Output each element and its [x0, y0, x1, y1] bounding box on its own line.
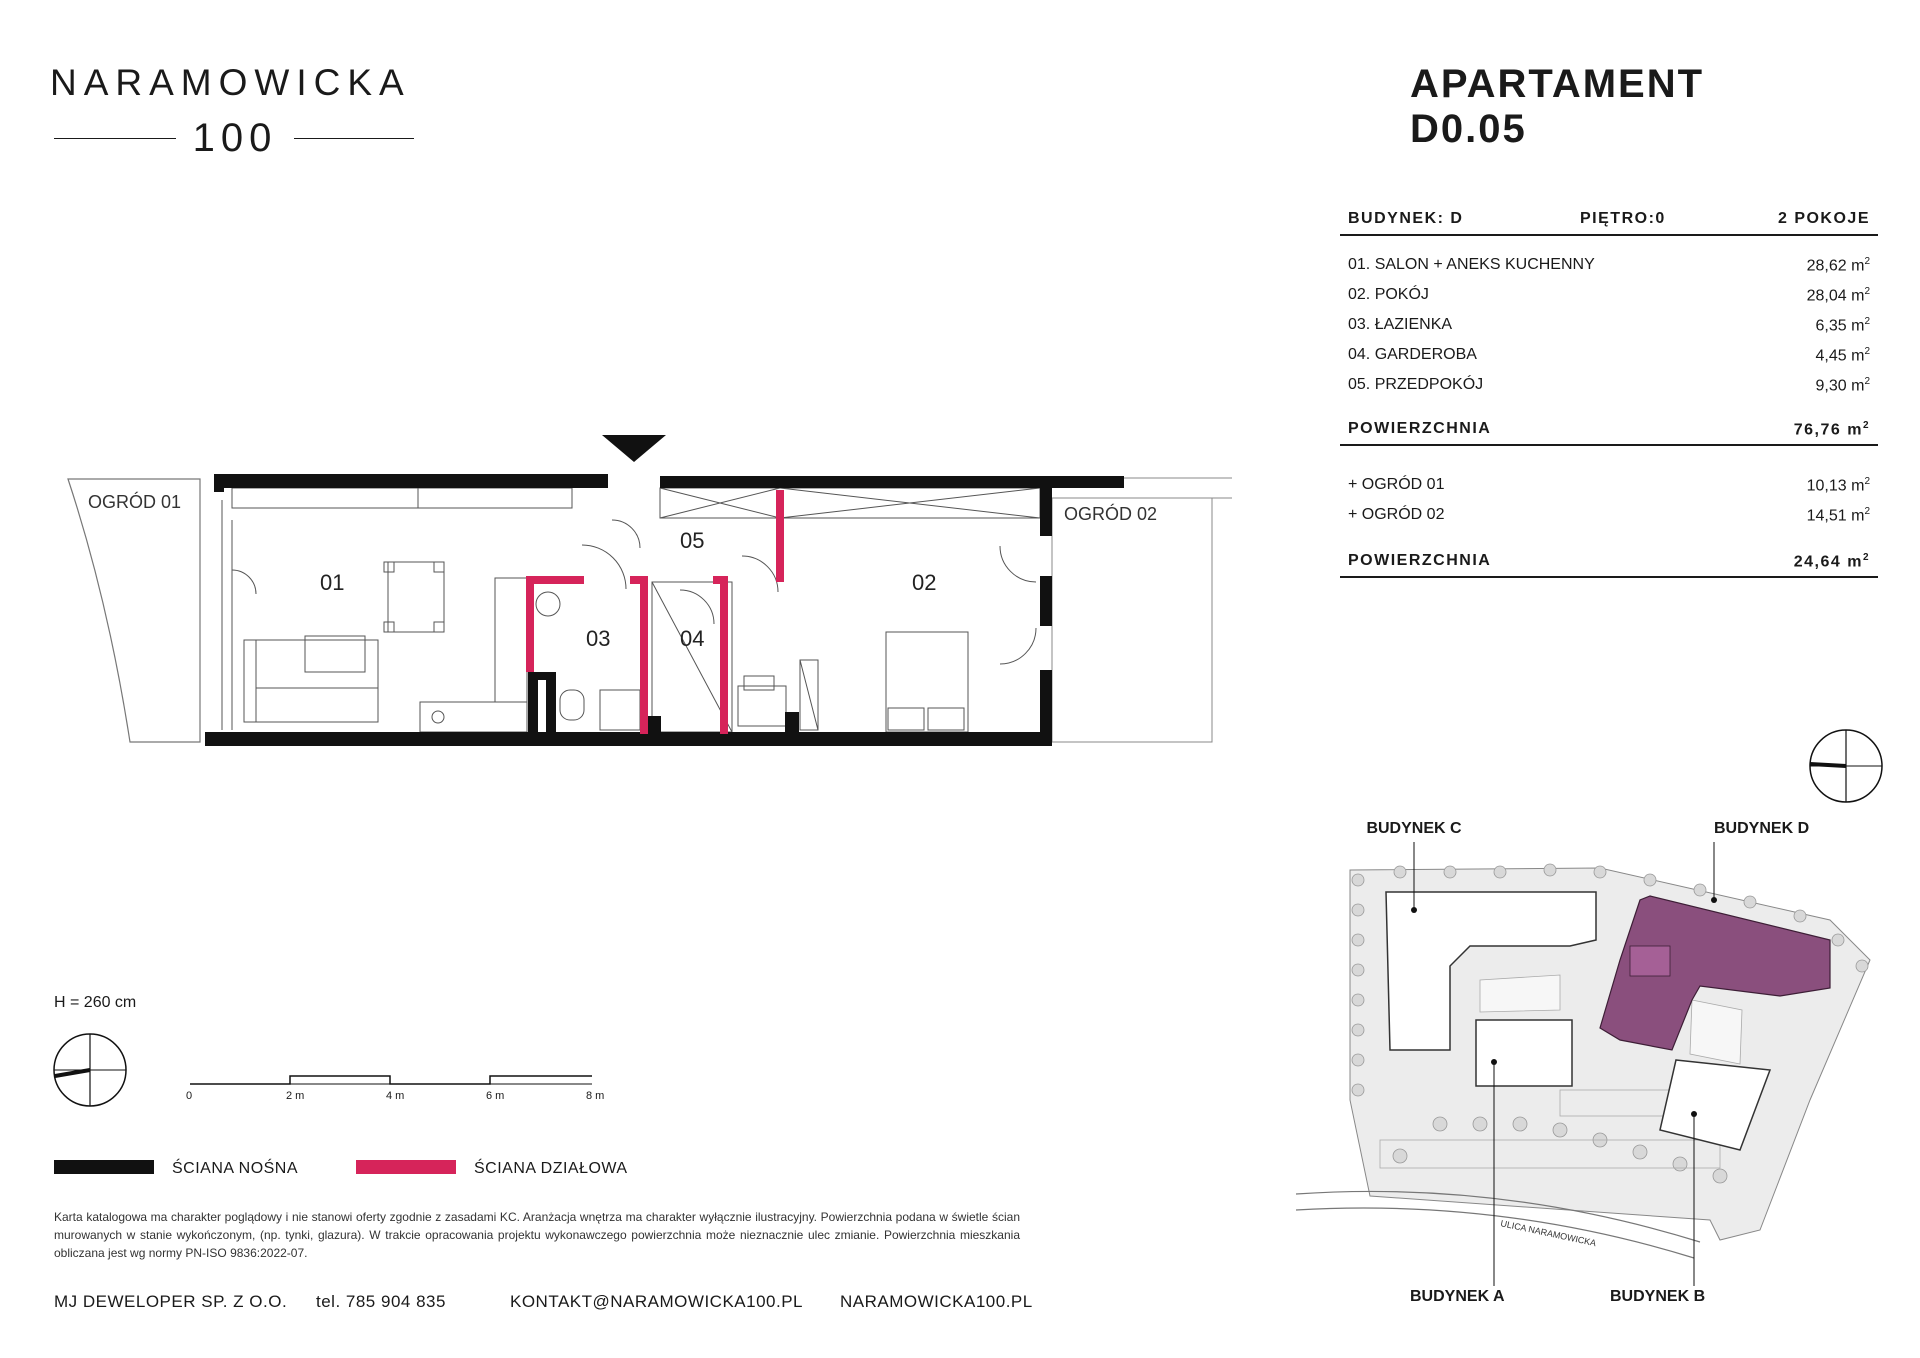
apartment-title: APARTAMENT D0.05 — [1410, 62, 1705, 151]
divider — [1340, 444, 1878, 446]
footer-email[interactable]: KONTAKT@NARAMOWICKA100.PL — [510, 1292, 803, 1311]
scale-label: 6 m — [486, 1090, 505, 1102]
sup: 2 — [1864, 316, 1870, 327]
garden-name: + OGRÓD 02 — [1348, 506, 1445, 523]
site-label-building-d: BUDYNEK D — [1714, 820, 1810, 837]
room-area: 6,35 m — [1815, 317, 1865, 335]
legend-partition-swatch — [356, 1160, 456, 1174]
room-name: 01. SALON + ANEKS KUCHENNY — [1348, 256, 1595, 273]
disclaimer: Karta katalogowa ma charakter poglądowy i nie stanowi oferty zgodnie z zasadami KC. Aranżacja wnętrza ma charakter wyłącznie ilustracyjny. Powierzchnia podana w świetle ścian murowanych w stanie wykończonym, (np. tynki, glazura). W trakcie opracowania projektu wykonawczego powierzchnia może nieznacznie ulec zmianie. Powierzchnia mieszkania obliczana jest wg normy PN-ISO 9836:2022-07. — [54, 1210, 1020, 1260]
legend-partition-label: ŚCIANA DZIAŁOWA — [474, 1160, 628, 1177]
scale-label: 8 m — [586, 1090, 605, 1102]
sup: 2 — [1862, 552, 1870, 563]
sup: 2 — [1862, 420, 1870, 431]
sup: 2 — [1864, 476, 1870, 487]
sup: 2 — [1864, 286, 1870, 297]
site-label-building-b: BUDYNEK B — [1610, 1288, 1706, 1305]
sup: 2 — [1864, 506, 1870, 517]
room-name: 05. PRZEDPOKÓJ — [1348, 376, 1484, 393]
site-plan — [1290, 810, 1890, 1310]
logo-name: NARAMOWICKA — [50, 62, 411, 103]
garden-name: + OGRÓD 01 — [1348, 476, 1445, 493]
footer-phone[interactable]: tel. 785 904 835 — [316, 1292, 446, 1311]
room-name: 03. ŁAZIENKA — [1348, 316, 1453, 333]
legend-load-bearing-swatch — [54, 1160, 154, 1174]
garden-01-label: OGRÓD 01 — [88, 492, 182, 512]
footer-website[interactable]: NARAMOWICKA100.PL — [840, 1292, 1033, 1311]
room-label-02: 02 — [912, 570, 937, 595]
scale-label: 4 m — [386, 1090, 405, 1102]
logo-rule-right — [294, 138, 414, 139]
floor-label: PIĘTRO:0 — [1580, 210, 1666, 227]
site-label-building-a: BUDYNEK A — [1410, 1288, 1505, 1305]
room-area: 28,62 m — [1806, 257, 1865, 275]
total-label: POWIERZCHNIA — [1348, 420, 1492, 437]
room-name: 04. GARDEROBA — [1348, 346, 1477, 363]
room-area: 28,04 m — [1806, 287, 1865, 305]
scale-label: 0 — [186, 1090, 193, 1102]
garden-total-label: POWIERZCHNIA — [1348, 552, 1492, 569]
floor-plan — [0, 420, 1340, 780]
garden-01-outline — [68, 479, 200, 742]
scale-bar — [180, 1064, 620, 1114]
total-area: 76,76 m — [1793, 421, 1863, 439]
garden-02-label: OGRÓD 02 — [1064, 504, 1158, 524]
rooms-label: 2 POKOJE — [1777, 210, 1870, 227]
room-label-03: 03 — [586, 626, 611, 651]
garden-area: 14,51 m — [1806, 507, 1865, 525]
site-label-building-c: BUDYNEK C — [1366, 820, 1462, 837]
entrance-arrow-icon — [602, 435, 666, 462]
scale-label: 2 m — [286, 1090, 305, 1102]
sup: 2 — [1864, 376, 1870, 387]
divider — [1340, 234, 1878, 236]
logo-number: 100 — [192, 116, 278, 160]
legend-load-bearing-label: ŚCIANA NOŚNA — [172, 1160, 299, 1177]
room-area: 9,30 m — [1815, 377, 1865, 395]
room-name: 02. POKÓJ — [1348, 286, 1429, 303]
room-label-04: 04 — [680, 626, 705, 651]
compass-icon — [52, 1032, 132, 1112]
height-note: H = 260 cm — [54, 994, 137, 1011]
compass-icon — [1806, 726, 1886, 806]
room-area: 4,45 m — [1815, 347, 1865, 365]
building-label: BUDYNEK: D — [1348, 210, 1464, 227]
room-label-05: 05 — [680, 528, 705, 553]
area-table — [1340, 206, 1878, 596]
sup: 2 — [1864, 256, 1870, 267]
footer-company: MJ DEWELOPER SP. Z O.O. — [54, 1292, 288, 1311]
garden-area: 10,13 m — [1806, 477, 1865, 495]
sup: 2 — [1864, 346, 1870, 357]
street-label: ULICA NARAMOWICKA — [1499, 1218, 1598, 1249]
logo-rule-left — [54, 138, 176, 139]
divider — [1340, 576, 1878, 578]
garden-total-area: 24,64 m — [1793, 553, 1863, 571]
room-label-01: 01 — [320, 570, 345, 595]
